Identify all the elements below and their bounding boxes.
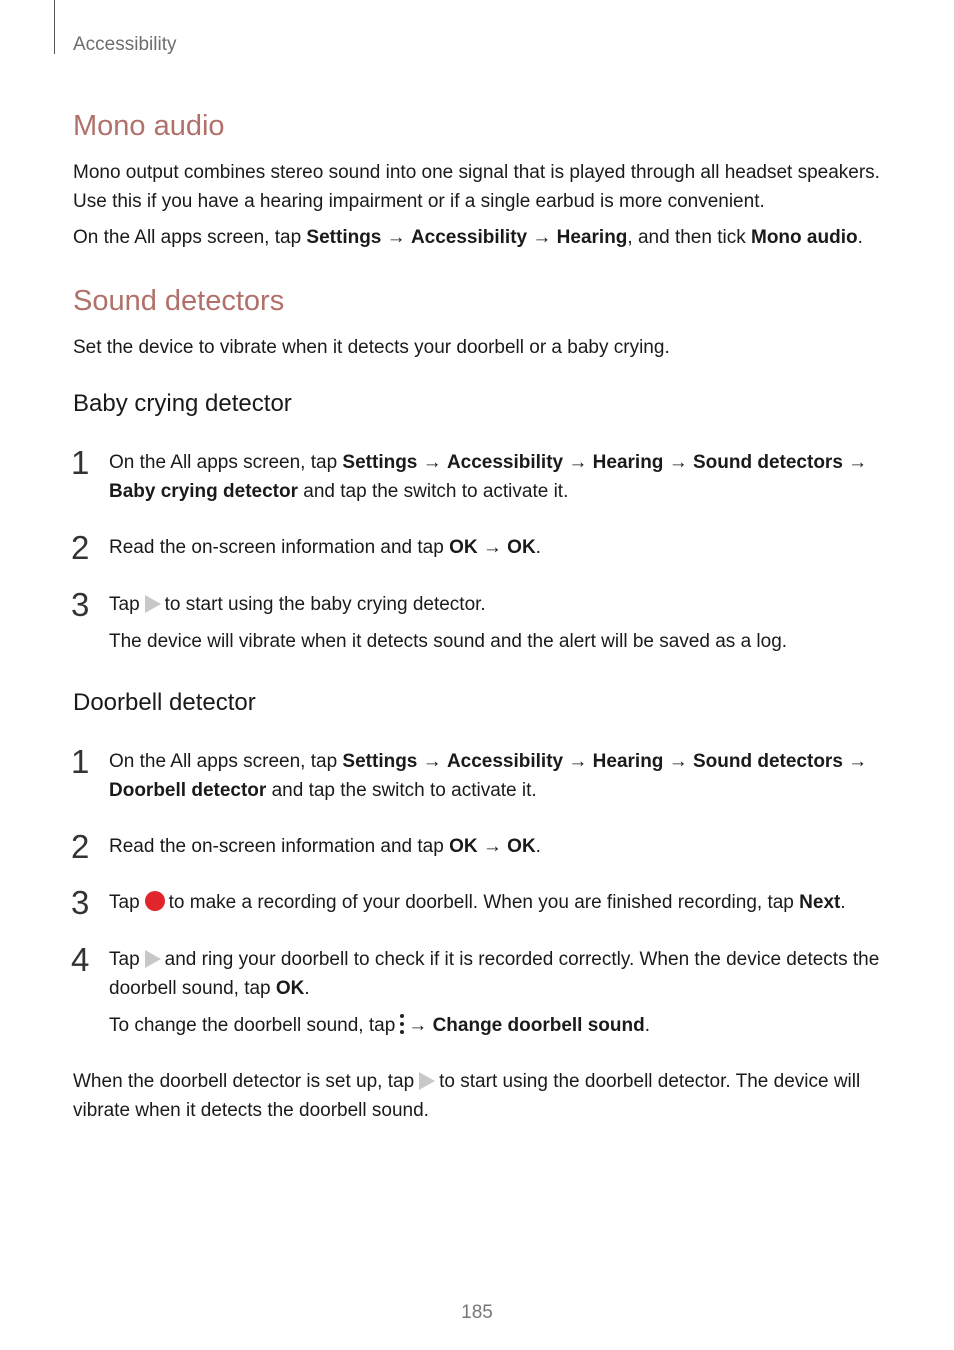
mono-audio-instructions: On the All apps screen, tap Settings → Accessibility → Hearing, and then tick Mono audio. [73,227,863,248]
sound-detectors-heading: Sound detectors [73,285,285,317]
baby-step-3-note: The device will vibrate when it detects sound and the alert will be saved as a log. [109,631,788,652]
baby-crying-heading: Baby crying detector [73,390,292,417]
step-number: 1 [71,743,90,780]
play-icon [145,950,161,968]
page-number: 185 [461,1302,493,1323]
doorbell-step-2: Read the on-screen information and tap OK → OK. [109,836,541,857]
doorbell-step-3: Tap to make a recording of your doorbell. When you are finished recording, tap Next. [109,892,846,913]
baby-step-3: Tap to start using the baby crying detector. [109,594,486,615]
doorbell-closing-paragraph: When the doorbell detector is set up, tap to start using the doorbell detector. The device will vibrate when it detects the doorbell sound. [73,1071,861,1121]
mono-audio-heading: Mono audio [73,110,225,142]
doorbell-step-4-note: To change the doorbell sound, tap → Change doorbell sound. [109,1015,651,1036]
step-number: 2 [71,828,90,865]
step-number: 3 [71,586,90,623]
section-label: Accessibility [73,34,177,55]
more-options-icon [399,1014,404,1034]
play-icon [419,1072,435,1090]
sound-detectors-intro: Set the device to vibrate when it detects your doorbell or a baby crying. [73,337,670,358]
header-rule [54,0,55,54]
step-number: 2 [71,529,90,566]
play-icon [145,595,161,613]
mono-audio-description: Mono output combines stereo sound into one signal that is played through all headset speakers. Use this if you have a hearing impairment or if a single earbud is more convenient. [73,162,880,212]
doorbell-step-1: On the All apps screen, tap Settings → Accessibility → Hearing → Sound detectors → Doorbell detector and tap the switch to activate it. [109,751,868,801]
step-number: 1 [71,444,90,481]
record-icon [145,891,165,911]
step-number: 4 [71,941,90,978]
doorbell-step-4: Tap and ring your doorbell to check if it is recorded correctly. When the device detects the doorbell sound, tap OK. [109,949,880,999]
baby-step-2: Read the on-screen information and tap OK → OK. [109,537,541,558]
doorbell-heading: Doorbell detector [73,689,256,716]
step-number: 3 [71,884,90,921]
baby-step-1: On the All apps screen, tap Settings → Accessibility → Hearing → Sound detectors → Baby crying detector and tap the switch to activate it. [109,452,868,502]
